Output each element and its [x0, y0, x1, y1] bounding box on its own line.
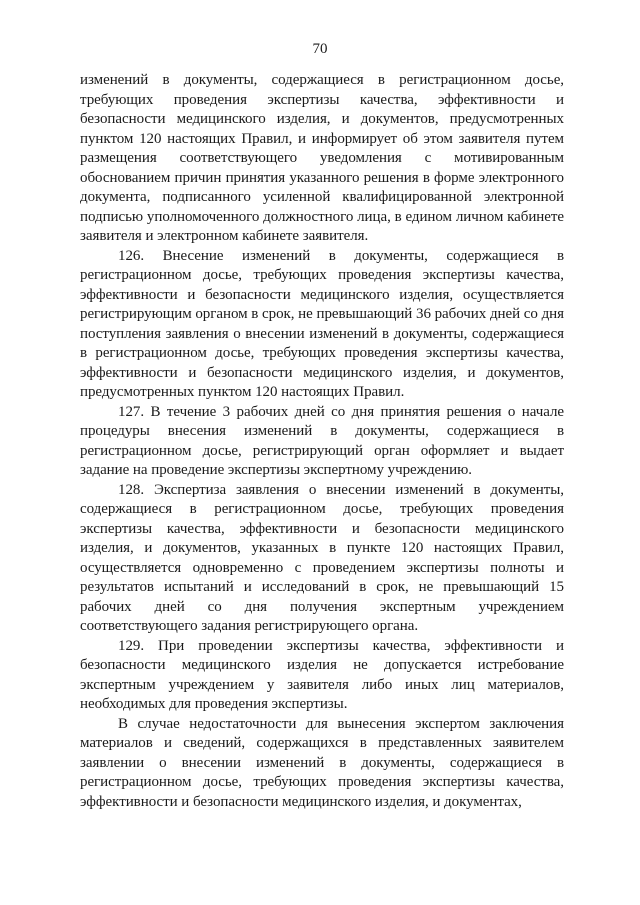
- document-body: [80, 71, 564, 812]
- paragraph-126: 126. Внесение изменений в документы, содержащиеся в регистрационном досье, требующих проведения экспертизы качества, эффективности и безопасности медицинского изделия, осуществляется регистрирующим органом в срок, не превышающий 36 рабочих дней со дня поступления заявления о внесении изменений в документы, содержащиеся в регистрационном досье, требующих проведения экспертизы качества, эффективности и безопасности медицинского изделия, и документов, предусмотренных пунктом 120 настоящих Правил.: [80, 247, 564, 400]
- paragraph-127: 127. В течение 3 рабочих дней со дня принятия решения о начале процедуры внесения изменений в документы, содержащиеся в регистрационном досье, регистрирующий орган оформляет и выдает задание на проведение экспертизы экспертному учреждению.: [80, 403, 564, 478]
- paragraph-128: 128. Экспертиза заявления о внесении изменений в документы, содержащиеся в регистрационном досье, требующих проведения экспертизы качества, эффективности и безопасности медицинского изделия, и документов, указанных в пункте 120 настоящих Правил, осуществляется одновременно с проведением экспертизы полноты и результатов испытаний и исследований в срок, не превышающий 15 рабочих дней со дня получения экспертным учреждением соответствующего задания регистрирующего органа.: [80, 481, 564, 634]
- paragraph-continuation: изменений в документы, содержащиеся в регистрационном досье, требующих проведения экспертизы качества, эффективности и безопасности медицинского изделия, и документов, предусмотренных пунктом 120 настоящих Правил, и информирует об этом заявителя путем размещения соответствующего уведомления с мотивированным обоснованием причин принятия указанного решения в форме электронного документа, подписанного усиленной квалифицированной электронной подписью уполномоченного должностного лица, в едином личном кабинете заявителя и электронном кабинете заявителя.: [80, 72, 564, 244]
- paragraph-129: 129. При проведении экспертизы качества, эффективности и безопасности медицинского изделия не допускается истребование экспертным учреждением у заявителя либо иных лиц материалов, необходимых для проведения экспертизы.: [80, 637, 564, 712]
- page-number: 70: [312, 41, 328, 57]
- paragraph-insufficiency: В случае недостаточности для вынесения экспертом заключения материалов и сведений, содержащихся в представленных заявителем заявлении о внесении изменений в документы, содержащиеся в регистрационном досье, требующих проведения экспертизы качества, эффективности и безопасности медицинского изделия, и документах,: [80, 715, 564, 810]
